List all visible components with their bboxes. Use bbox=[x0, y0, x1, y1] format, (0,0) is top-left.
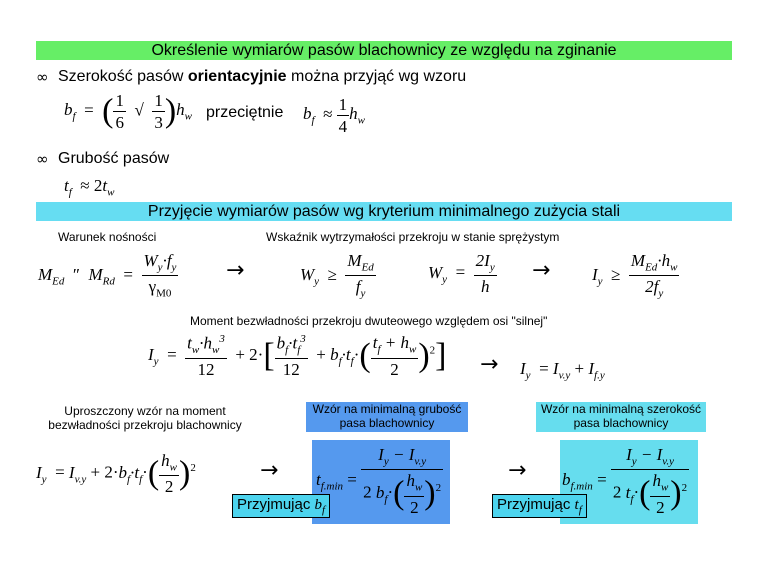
arrow-icon: → bbox=[226, 258, 245, 283]
label-uproszczony: Uproszczony wzór na moment bezwładności przekroju blachownicy bbox=[48, 404, 242, 432]
accept-bf-prefix: Przyjmując bbox=[237, 496, 311, 513]
formula-bf-range: $b_f$ = ( $\frac{1}{6}$ √ $\frac{1}{3}$ )$h_w$ bbox=[64, 91, 192, 132]
formula-iy-full: $I_y$ = $\frac{t_w\cdot h_w^3}{12}$ + 2·[ $\frac{b_f\cdot t_f^3}{12}$ + $b_f\cdot t_f\cdot$( $\frac{t_f + h_w}{2}$ )$^2$] bbox=[148, 333, 447, 380]
arrow-icon: → bbox=[532, 258, 551, 283]
accept-tf-button: Przyjmując $t_f$ bbox=[492, 494, 587, 518]
formula-bf-min: $b_{f.min}$ = $I_y - I_{v.y}$ 2 $t_f\cdot$( $\frac{h_w}{2}$ )$^2$ bbox=[562, 445, 688, 517]
formula-tf: $t_f \approx 2t_w$ bbox=[64, 176, 115, 199]
label-moment: Moment bezwładności przekroju dwuteowego względem osi "silnej" bbox=[190, 314, 548, 328]
formula-capacity: $M_{Ed}$ ″ $M_{Rd}$ = $\frac{W_y\cdot f_y}{\gamma_{M0}}$ bbox=[38, 251, 177, 300]
formula-tf-min: $t_{f.min}$ = $I_y - I_{v.y}$ 2 $b_f\cdot$( $\frac{h_w}{2}$ )$^2$ bbox=[316, 445, 442, 517]
between-word: przeciętnie bbox=[206, 104, 284, 121]
line-flange-thickness: Grubość pasów bbox=[58, 150, 170, 167]
formula-wy-min: $W_y$ ≥ $\frac{M_{Ed}}{f_y}$ bbox=[300, 251, 374, 300]
arrow-icon: → bbox=[508, 458, 527, 483]
bullet-icon: ∞ bbox=[36, 68, 49, 86]
banner-bending: Określenie wymiarów pasów blachownicy ze względu na zginanie bbox=[36, 41, 732, 60]
label-wskaznik: Wskaźnik wytrzymałości przekroju w stanie sprężystym bbox=[266, 230, 560, 244]
formula-iy-simplified: $I_y = I_{v.y} + 2\cdot b_f\cdot t_f\cdot$( $\frac{h_w}{2}$ )$^2$ bbox=[36, 451, 196, 497]
label-warunek: Warunek nośności bbox=[58, 230, 157, 244]
bullet-icon: ∞ bbox=[36, 150, 49, 168]
arrow-icon: → bbox=[260, 458, 279, 483]
line1-suffix: można przyjąć wg wzoru bbox=[286, 68, 467, 85]
label-min-grubosc: Wzór na minimalną grubość pasa blachownicy bbox=[306, 402, 468, 432]
formula-iy-sum: $I_y = I_{v.y} + I_{f.y}$ bbox=[520, 359, 605, 382]
line1-prefix: Szerokość pasów bbox=[58, 68, 188, 85]
accept-tf-prefix: Przyjmując bbox=[497, 496, 571, 513]
accept-bf-button: Przyjmując $b_f$ bbox=[232, 494, 330, 518]
formula-bf-average: $b_f$ ≈ $\frac{1}{4}$ $h_w$ bbox=[303, 95, 365, 136]
label-min-szerokosc: Wzór na minimalną szerokość pasa blachownicy bbox=[536, 402, 706, 432]
banner-min-steel: Przyjęcie wymiarów pasów wg kryterium minimalnego zużycia stali bbox=[36, 202, 732, 221]
formula-wy: $W_y$ = $\frac{2I_y}{h}$ bbox=[428, 251, 495, 297]
line-flange-width bbox=[58, 68, 466, 86]
line1-bold: orientacyjnie bbox=[187, 68, 287, 85]
arrow-icon: → bbox=[480, 352, 499, 377]
formula-iy-min: $I_y$ ≥ $\frac{M_{Ed}\cdot h_w}{2f_y}$ bbox=[592, 251, 678, 300]
